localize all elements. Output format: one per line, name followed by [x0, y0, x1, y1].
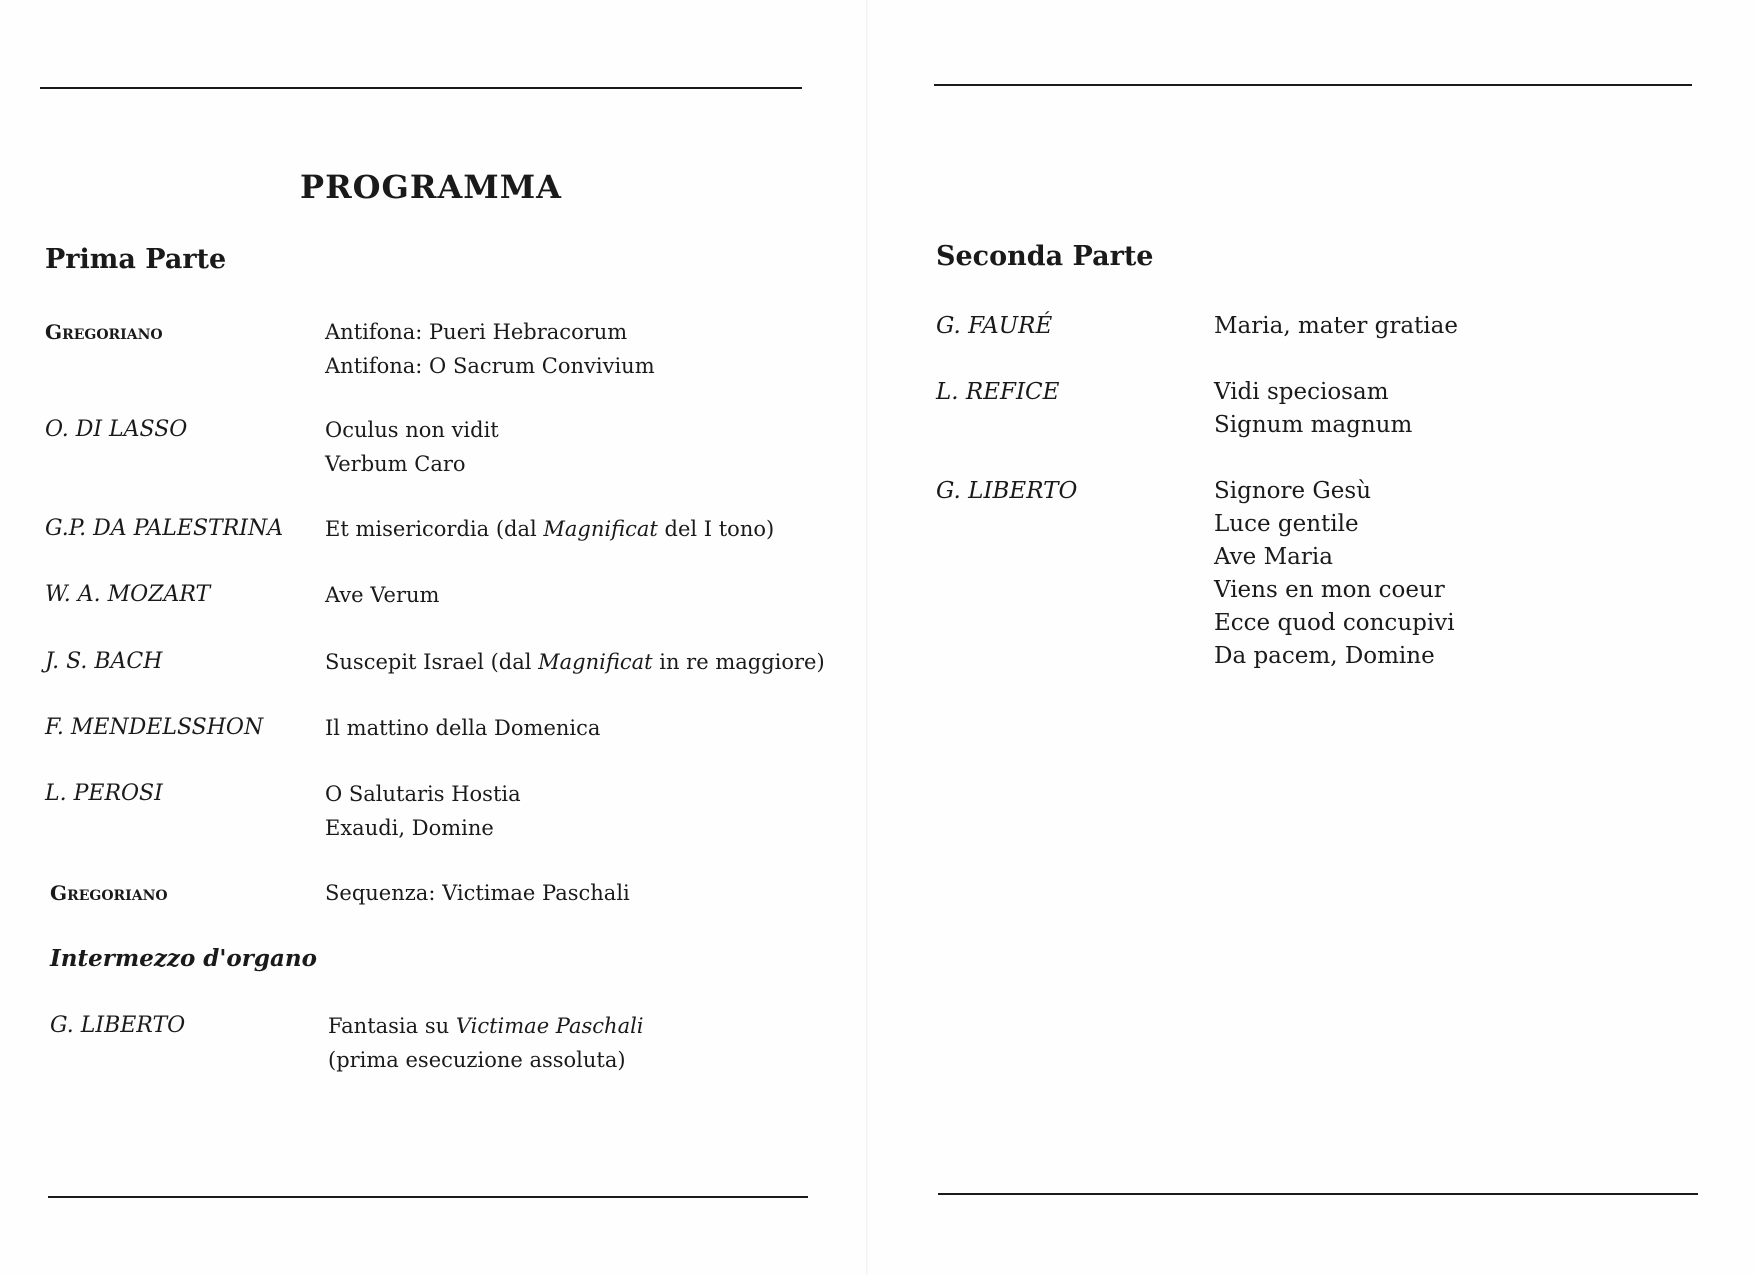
works-list [325, 413, 499, 481]
program-entry [50, 942, 450, 976]
work-italic-text: Magnificat [543, 517, 658, 541]
work-italic-text: Victimae Paschali [455, 1014, 644, 1038]
work-title: Viens en mon coeur [1214, 577, 1445, 603]
works-list [325, 315, 655, 383]
program-entry [45, 315, 655, 383]
work-title: Ecce quod concupivi [1214, 610, 1455, 636]
work-italic-text: Magnificat [538, 650, 653, 674]
composer-name: G.P. DA PALESTRINA [45, 516, 284, 541]
program-entry [45, 578, 439, 612]
works-list [325, 578, 439, 612]
top-rule-left [40, 87, 802, 89]
work-title: Sequenza: Victimae Paschali [325, 881, 630, 905]
work-text: Fantasia su [328, 1014, 456, 1038]
first-part-title: Prima Parte [45, 244, 227, 275]
work-title [325, 645, 825, 679]
intermezzo-heading: Intermezzo d'organo [50, 945, 317, 972]
works-list [325, 777, 521, 845]
works-list [325, 711, 600, 745]
composer-name: Gregoriano [50, 881, 168, 905]
work-title: Maria, mater gratiae [1214, 313, 1458, 339]
work-title: Verbum Caro [325, 452, 466, 476]
top-rule-right [934, 84, 1692, 86]
works-list [1214, 376, 1412, 442]
composer-name: W. A. MOZART [45, 582, 211, 607]
composer-name: O. DI LASSO [45, 417, 188, 442]
work-text: in re maggiore) [652, 650, 825, 674]
works-list [325, 876, 630, 910]
program-entry [45, 413, 499, 481]
works-list [328, 1009, 644, 1077]
composer-name: G. LIBERTO [936, 478, 1078, 504]
work-title: Antifona: Pueri Hebracorum [325, 320, 628, 344]
bottom-rule-right [938, 1193, 1698, 1195]
work-title [328, 1009, 644, 1043]
composer-name: G. LIBERTO [50, 1013, 186, 1038]
work-text: Suscepit Israel (dal [325, 650, 539, 674]
work-title: Da pacem, Domine [1214, 643, 1435, 669]
work-title: Vidi speciosam [1214, 379, 1389, 405]
program-entry [50, 876, 630, 910]
work-title: Antifona: O Sacrum Convivium [325, 354, 655, 378]
composer-name: L. PEROSI [45, 781, 163, 806]
right-page [868, 0, 1755, 1275]
composer-name: G. FAURÉ [936, 313, 1053, 339]
work-title: Ave Maria [1214, 544, 1333, 570]
composer-name: J. S. BACH [45, 649, 163, 674]
program-entry [45, 711, 600, 745]
program-entry [936, 310, 1458, 343]
work-title: Il mattino della Domenica [325, 716, 601, 740]
works-list [1214, 310, 1458, 343]
work-title [325, 512, 774, 546]
composer-name: F. MENDELSSHON [45, 715, 264, 740]
work-title: O Salutaris Hostia [325, 782, 521, 806]
bottom-rule-left [48, 1196, 808, 1198]
program-entry [50, 1009, 644, 1077]
work-title: Ave Verum [325, 583, 440, 607]
program-entry [45, 777, 521, 845]
composer-name: Gregoriano [45, 320, 163, 344]
work-title: Luce gentile [1214, 511, 1359, 537]
work-title: Oculus non vidit [325, 418, 499, 442]
works-list [325, 645, 825, 679]
works-list [325, 512, 774, 546]
work-text: Et misericordia (dal [325, 517, 544, 541]
work-text: del I tono) [657, 517, 775, 541]
second-part-title: Seconda Parte [936, 241, 1154, 272]
program-entry [45, 512, 774, 546]
program-entry [45, 645, 825, 679]
program-entry [936, 376, 1412, 442]
work-title: Exaudi, Domine [325, 816, 494, 840]
composer-name: L. REFICE [936, 379, 1060, 405]
work-title: Signore Gesù [1214, 478, 1372, 504]
works-list [1214, 475, 1455, 673]
work-title: Signum magnum [1214, 412, 1413, 438]
program-title: PROGRAMMA [300, 168, 562, 206]
left-page [0, 0, 866, 1275]
work-title: (prima esecuzione assoluta) [328, 1048, 626, 1072]
program-entry [936, 475, 1455, 673]
